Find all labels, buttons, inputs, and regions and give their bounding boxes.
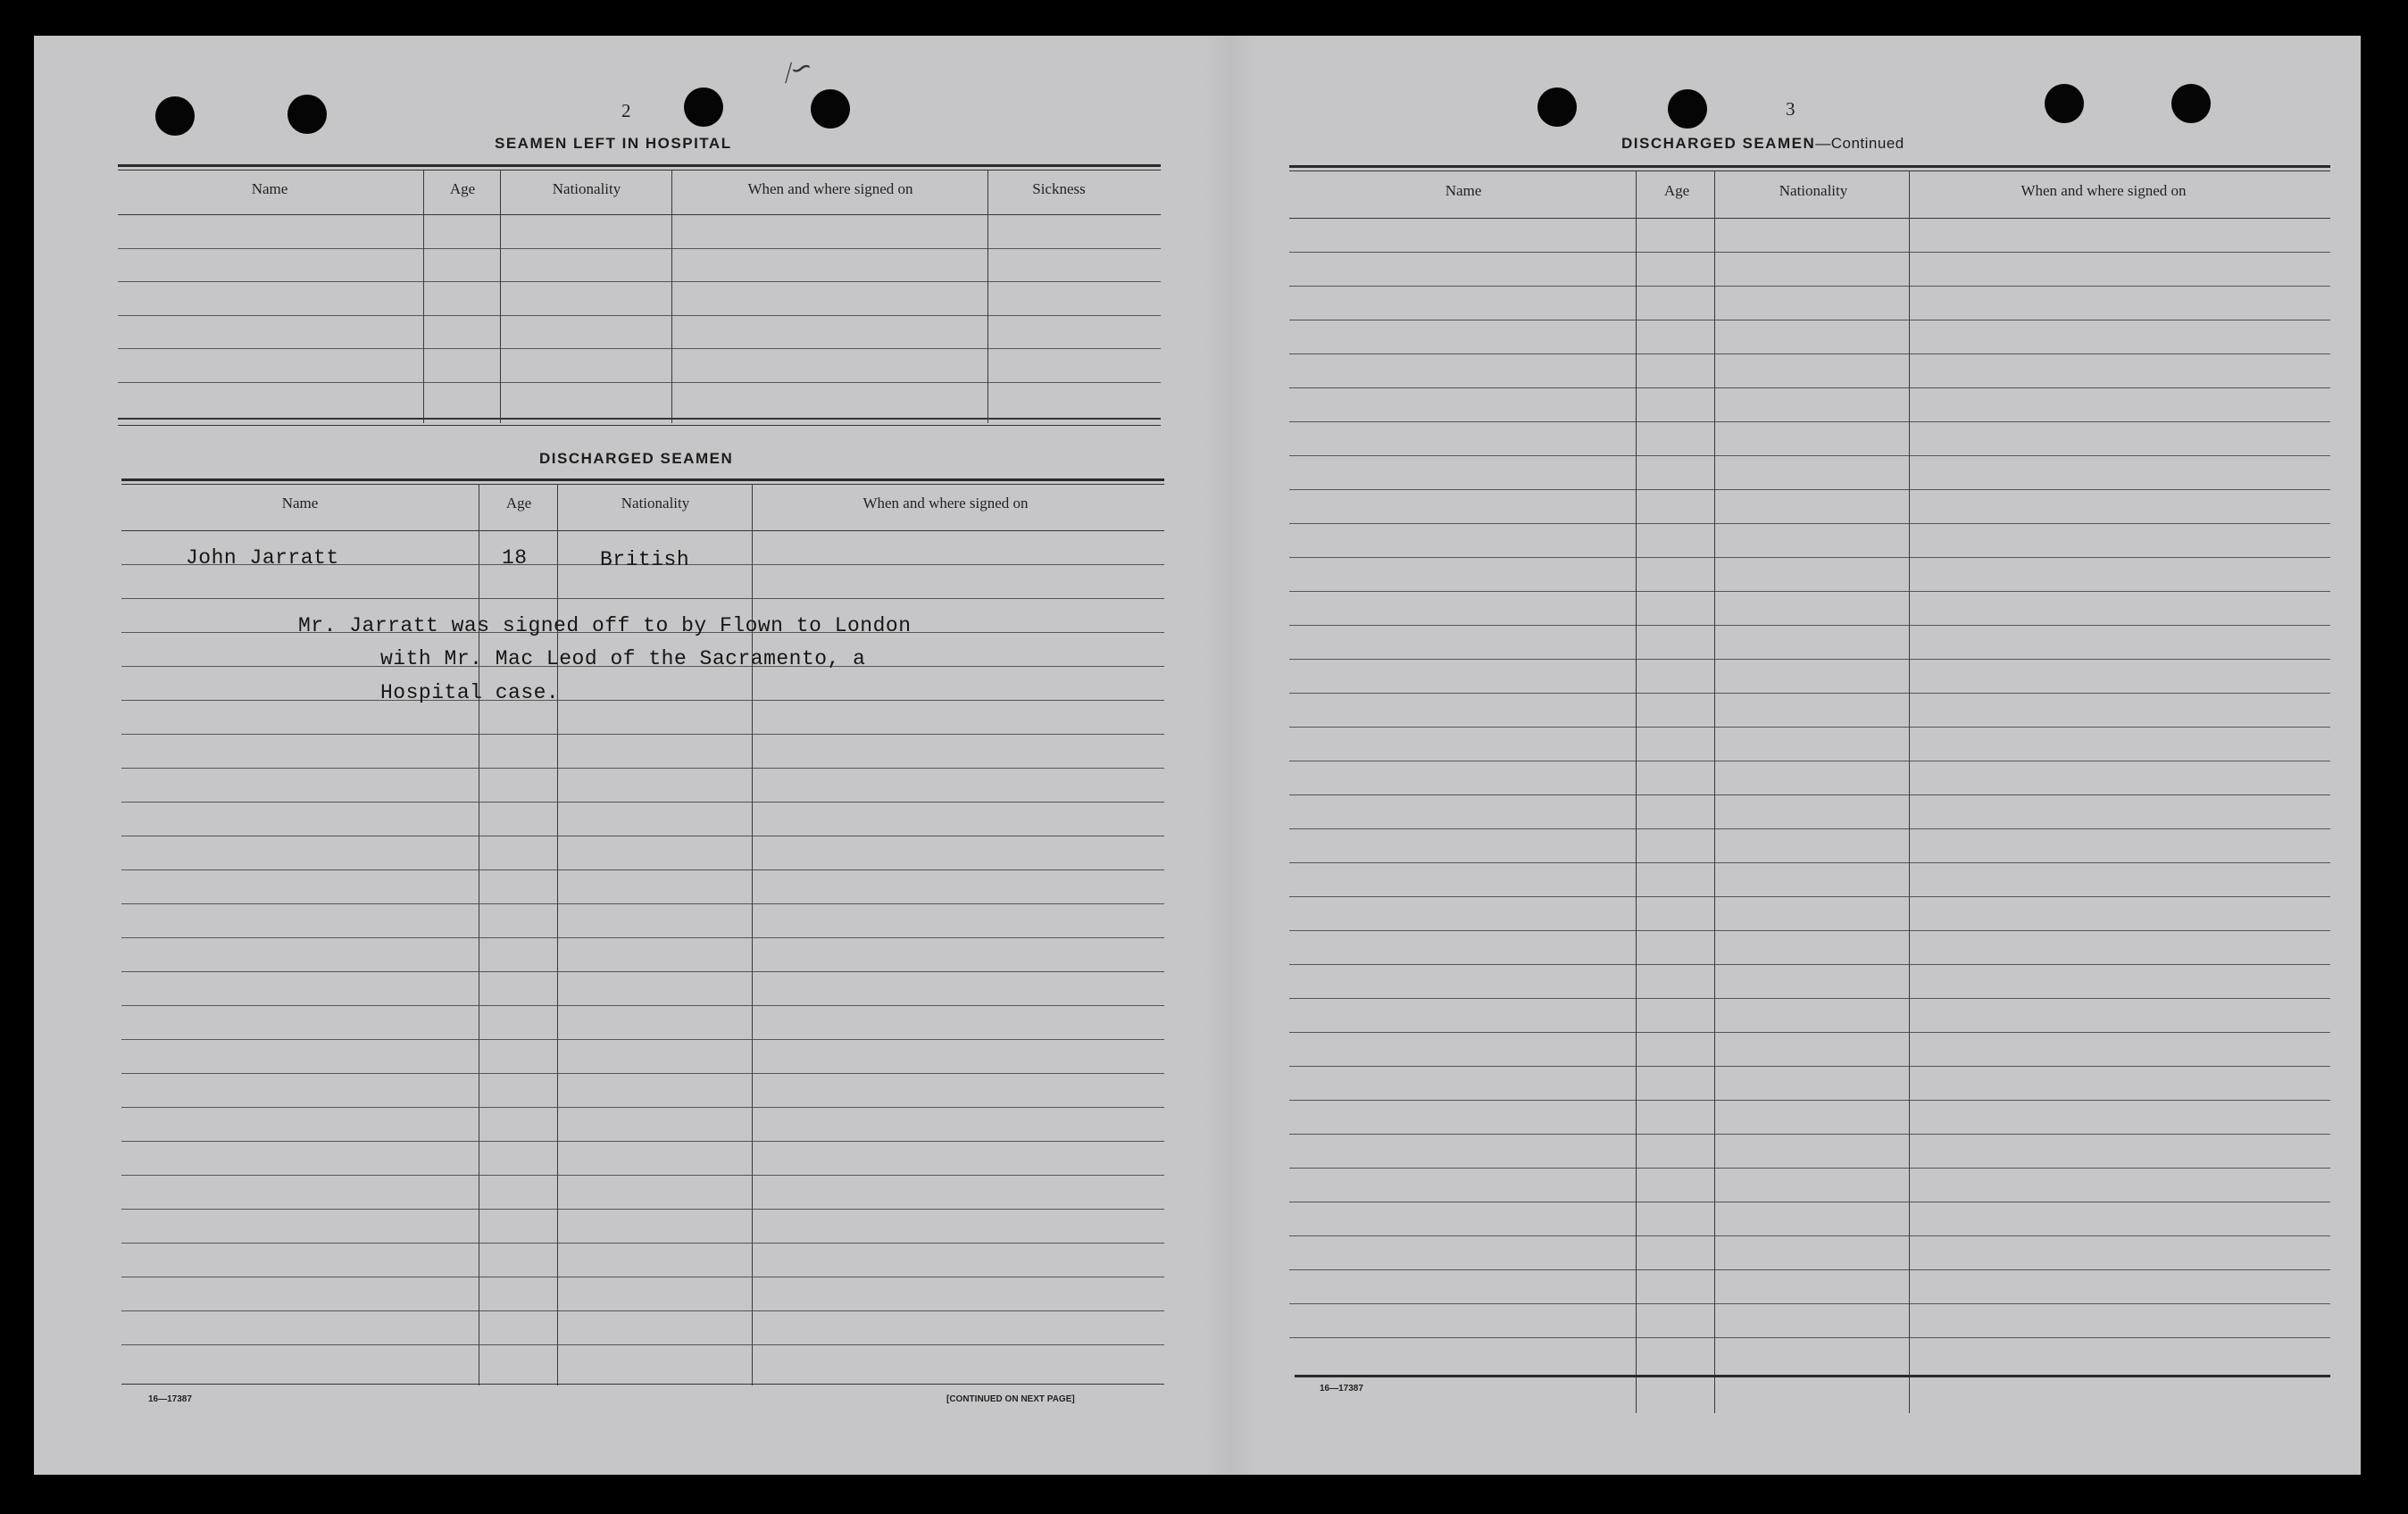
table-bottom-rule (121, 1384, 1164, 1385)
punch-hole (1537, 87, 1577, 127)
seaman-nationality: British (600, 548, 690, 571)
column-divider (987, 170, 988, 423)
hospital-section-title: SEAMEN LEFT IN HOSPITAL (495, 135, 732, 152)
remark-line-1: Mr. Jarratt was signed off to by Flown to London (298, 614, 912, 637)
punch-hole (155, 96, 195, 136)
punch-hole (811, 89, 850, 129)
punch-hole (684, 87, 723, 127)
page-number: 3 (1786, 98, 1796, 120)
document-sheet (34, 36, 2361, 1475)
table-top-rule (1289, 165, 2330, 168)
column-header-name: Name (1445, 182, 1482, 199)
hospital-table-rows (118, 214, 1161, 421)
column-header-name: Name (251, 180, 288, 197)
punch-hole (2171, 84, 2211, 123)
column-divider (1909, 171, 1910, 1413)
column-header-sickness: Sickness (1032, 180, 1086, 197)
column-header-signed-on: When and where signed on (747, 180, 913, 197)
column-header-age: Age (449, 180, 476, 197)
pencil-mark: ⁄∽ (781, 50, 817, 88)
column-header-nationality: Nationality (621, 495, 690, 512)
column-divider (671, 170, 672, 423)
continued-note: [CONTINUED ON NEXT PAGE] (946, 1394, 1075, 1404)
column-header-age: Age (1663, 182, 1690, 199)
column-divider (500, 170, 501, 423)
remark-line-3: Hospital case. (380, 681, 560, 704)
column-header-nationality: Nationality (552, 180, 621, 197)
punch-hole (1668, 89, 1707, 129)
discharged-section-title: DISCHARGED SEAMEN (539, 450, 734, 467)
column-divider (1714, 171, 1715, 1413)
page-number: 2 (621, 100, 631, 121)
form-number: 16—17387 (1320, 1384, 1363, 1393)
seaman-name: John Jarratt (186, 546, 339, 570)
punch-hole (2045, 84, 2084, 123)
column-divider (423, 170, 424, 423)
column-header-signed-on: When and where signed on (2021, 182, 2187, 199)
title-suffix: —Continued (1815, 135, 1904, 152)
discharged-continued-title (1621, 135, 1904, 153)
column-header-age: Age (505, 495, 532, 512)
table-top-rule (121, 478, 1164, 481)
column-divider (1636, 171, 1637, 1413)
discharged-continued-rows (1289, 218, 2330, 1375)
title-text: DISCHARGED SEAMEN (1621, 135, 1816, 152)
table-bottom-rule (118, 425, 1161, 426)
page-fold (1204, 36, 1257, 1475)
column-header-name: Name (281, 495, 319, 512)
remark-line-2: with Mr. Mac Leod of the Sacramento, a (380, 647, 866, 670)
table-top-rule (118, 164, 1161, 167)
column-header-nationality: Nationality (1779, 182, 1848, 199)
table-top-rule (118, 170, 1161, 171)
form-number: 16—17387 (148, 1394, 192, 1404)
seaman-age: 18 (502, 546, 528, 570)
column-header-signed-on: When and where signed on (862, 495, 1029, 512)
table-top-rule (121, 484, 1164, 485)
table-bottom-rule (1295, 1375, 2330, 1377)
punch-hole (287, 95, 327, 134)
